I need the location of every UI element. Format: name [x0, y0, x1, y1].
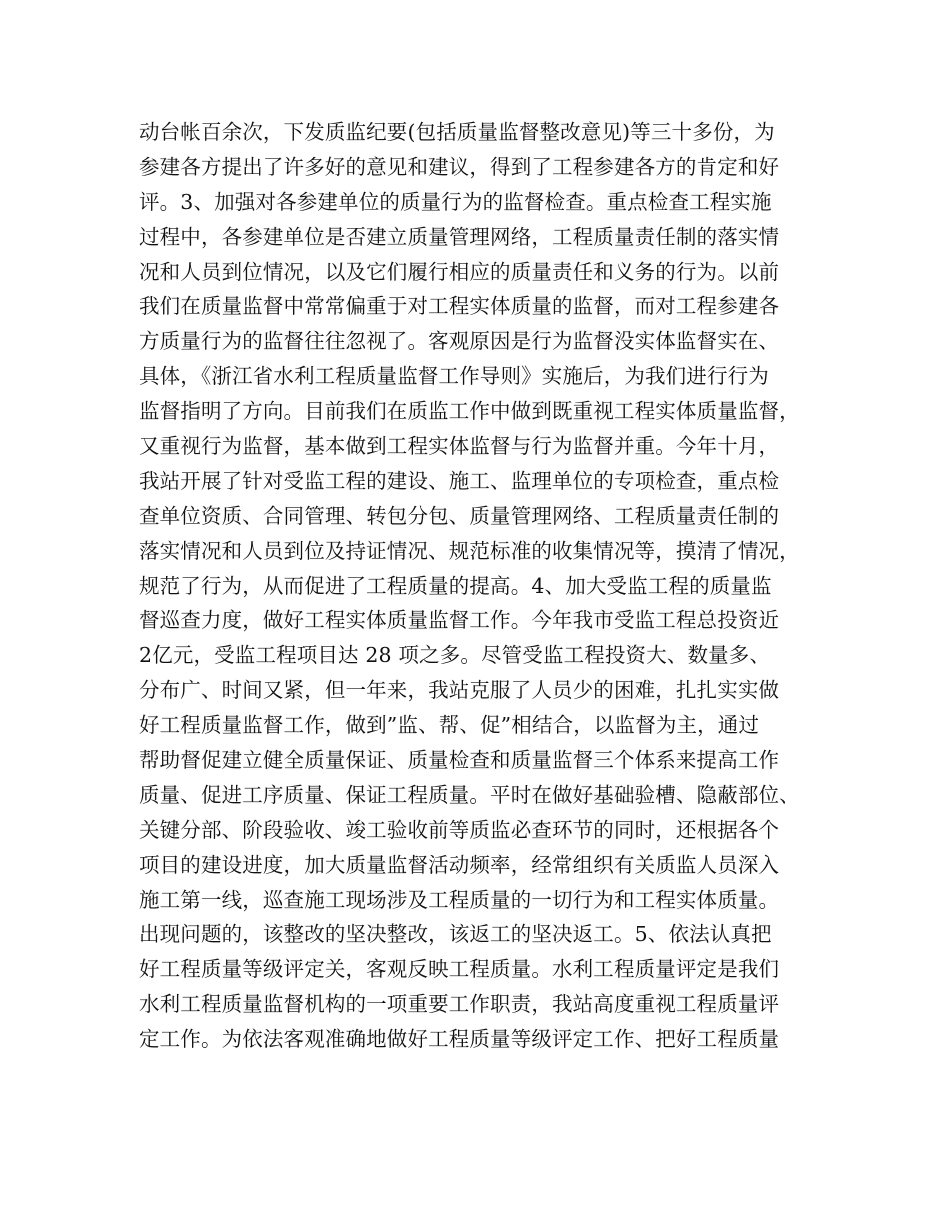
- text-line: 水利工程质量监督机构的一项重要工作职责，我站高度重视工程质量评: [139, 992, 780, 1017]
- text-line: 督巡查力度，做好工程实体质量监督工作。今年我市受监工程总投资近: [139, 608, 780, 633]
- text-line: 我们在质量监督中常常偏重于对工程实体质量的监督，而对工程参建各: [139, 294, 780, 319]
- text-line: 好工程质量等级评定关，客观反映工程质量。水利工程质量评定是我们: [139, 957, 780, 982]
- text-line: 项目的建设进度，加大质量监督活动频率，经常组织有关质监人员深入: [139, 852, 780, 877]
- text-line: 我站开展了针对受监工程的建设、施工、监理单位的专项检查，重点检: [139, 468, 780, 493]
- text-line: 好工程质量监督工作，做到”监、帮、促”相结合，以监督为主，通过: [139, 713, 760, 738]
- text-line: 参建各方提出了许多好的意见和建议，得到了工程参建各方的肯定和好: [139, 154, 780, 179]
- text-line: 出现问题的，该整改的坚决整改，该返工的坚决返工。5、依法认真把: [139, 922, 772, 947]
- text-line: 方质量行为的监督往往忽视了。客观原因是行为监督没实体监督实在、: [139, 329, 780, 354]
- text-line: 况和人员到位情况，以及它们履行相应的质量责任和义务的行为。以前: [139, 259, 780, 284]
- text-line: 具体，《浙江省水利工程质量监督工作导则》实施后，为我们进行行为: [139, 364, 769, 389]
- text-line: 帮助督促建立健全质量保证、质量检查和质量监督三个体系来提高工作: [139, 748, 780, 773]
- text-line: 质量、促进工序质量、保证工程质量。平时在做好基础验槽、隐蔽部位、: [139, 782, 800, 807]
- text-line: 关键分部、阶段验收、竣工验收前等质监必查环节的同时，还根据各个: [139, 817, 780, 842]
- text-line: 落实情况和人员到位及持证情况、规范标准的收集情况等，摸清了情况，: [139, 538, 800, 563]
- text-line: 规范了行为，从而促进了工程质量的提高。4、加大受监工程的质量监: [139, 573, 772, 598]
- text-line: 又重视行为监督，基本做到工程实体监督与行为监督并重。今年十月，: [139, 434, 780, 459]
- text-line: 过程中，各参建单位是否建立质量管理网络，工程质量责任制的落实情: [139, 224, 780, 249]
- text-line: 施工第一线，巡查施工现场涉及工程质量的一切行为和工程实体质量。: [139, 887, 780, 912]
- text-line: 评。3、加强对各参建单位的质量行为的监督检查。重点检查工程实施: [139, 189, 772, 214]
- text-line: 分布广、时间又紧，但一年来，我站克服了人员少的困难，扎扎实实做: [139, 678, 780, 703]
- text-line: 2亿元，受监工程项目达 28 项之多。尽管受监工程投资大、数量多、: [139, 643, 771, 668]
- text-line: 监督指明了方向。目前我们在质监工作中做到既重视工程实体质量监督，: [139, 399, 800, 424]
- text-line: 定工作。为依法客观准确地做好工程质量等级评定工作、把好工程质量: [139, 1027, 780, 1052]
- text-line: 动台帐百余次，下发质监纪要(包括质量监督整改意见)等三十多份，为: [139, 120, 775, 144]
- body-text: [139, 115, 839, 1057]
- text-line: 查单位资质、合同管理、转包分包、质量管理网络、工程质量责任制的: [139, 503, 780, 528]
